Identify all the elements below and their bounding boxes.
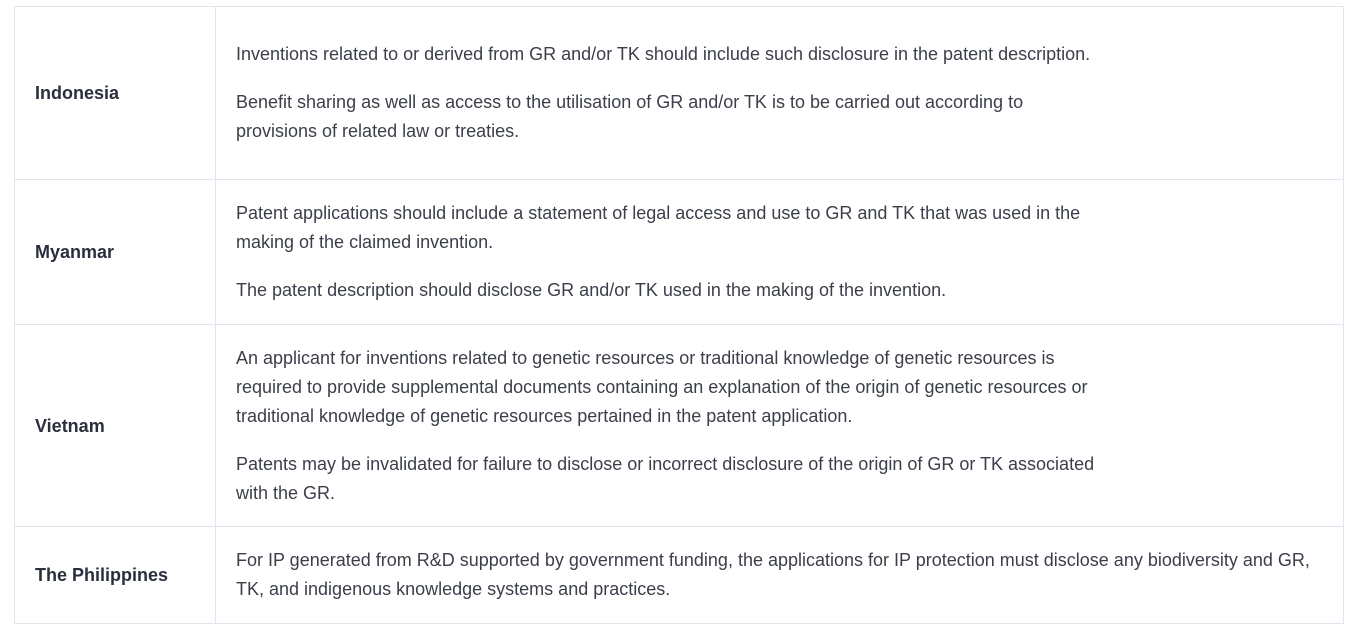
description-paragraph: Inventions related to or derived from GR and/or TK should include such disclosure in the patent description.: [236, 44, 1091, 64]
description-paragraph: Patent applications should include a statement of legal access and use to GR and TK that was used in the making of the claimed invention.: [236, 203, 1081, 252]
description-paragraph: An applicant for inventions related to genetic resources or traditional knowledge of genetic resources is required to provide supplemental documents containing an explanation of the origin of genetic resources or traditional knowledge of genetic resources pertained in the patent application.: [236, 347, 1088, 426]
description-paragraph: The patent description should disclose GR and/or TK used in the making of the invention.: [236, 280, 947, 300]
description-paragraph: Benefit sharing as well as access to the utilisation of GR and/or TK is to be carried out according to provisions of related law or treaties.: [236, 92, 1024, 141]
disclosure-requirements-table: [14, 6, 1344, 624]
table-row-indonesia: [15, 7, 1344, 180]
country-cell: The Philippines: [15, 527, 216, 624]
description-paragraph: For IP generated from R&D supported by government funding, the applications for IP protection must disclose any biodiversity and GR, TK, and indigenous knowledge systems and practices.: [236, 550, 1310, 599]
description-cell: [216, 180, 1344, 325]
description-cell: [216, 527, 1344, 624]
description-cell: [216, 325, 1344, 527]
table-row-vietnam: [15, 325, 1344, 527]
description-cell: [216, 7, 1344, 180]
country-cell: Vietnam: [15, 325, 216, 527]
table-row-myanmar: [15, 180, 1344, 325]
country-cell: Indonesia: [15, 7, 216, 180]
disclosure-requirements-table-wrapper: [14, 6, 1344, 624]
description-paragraph: Patents may be invalidated for failure to disclose or incorrect disclosure of the origin of GR or TK associated with the GR.: [236, 453, 1095, 503]
country-cell: Myanmar: [15, 180, 216, 325]
table-row-philippines: [15, 527, 1344, 624]
